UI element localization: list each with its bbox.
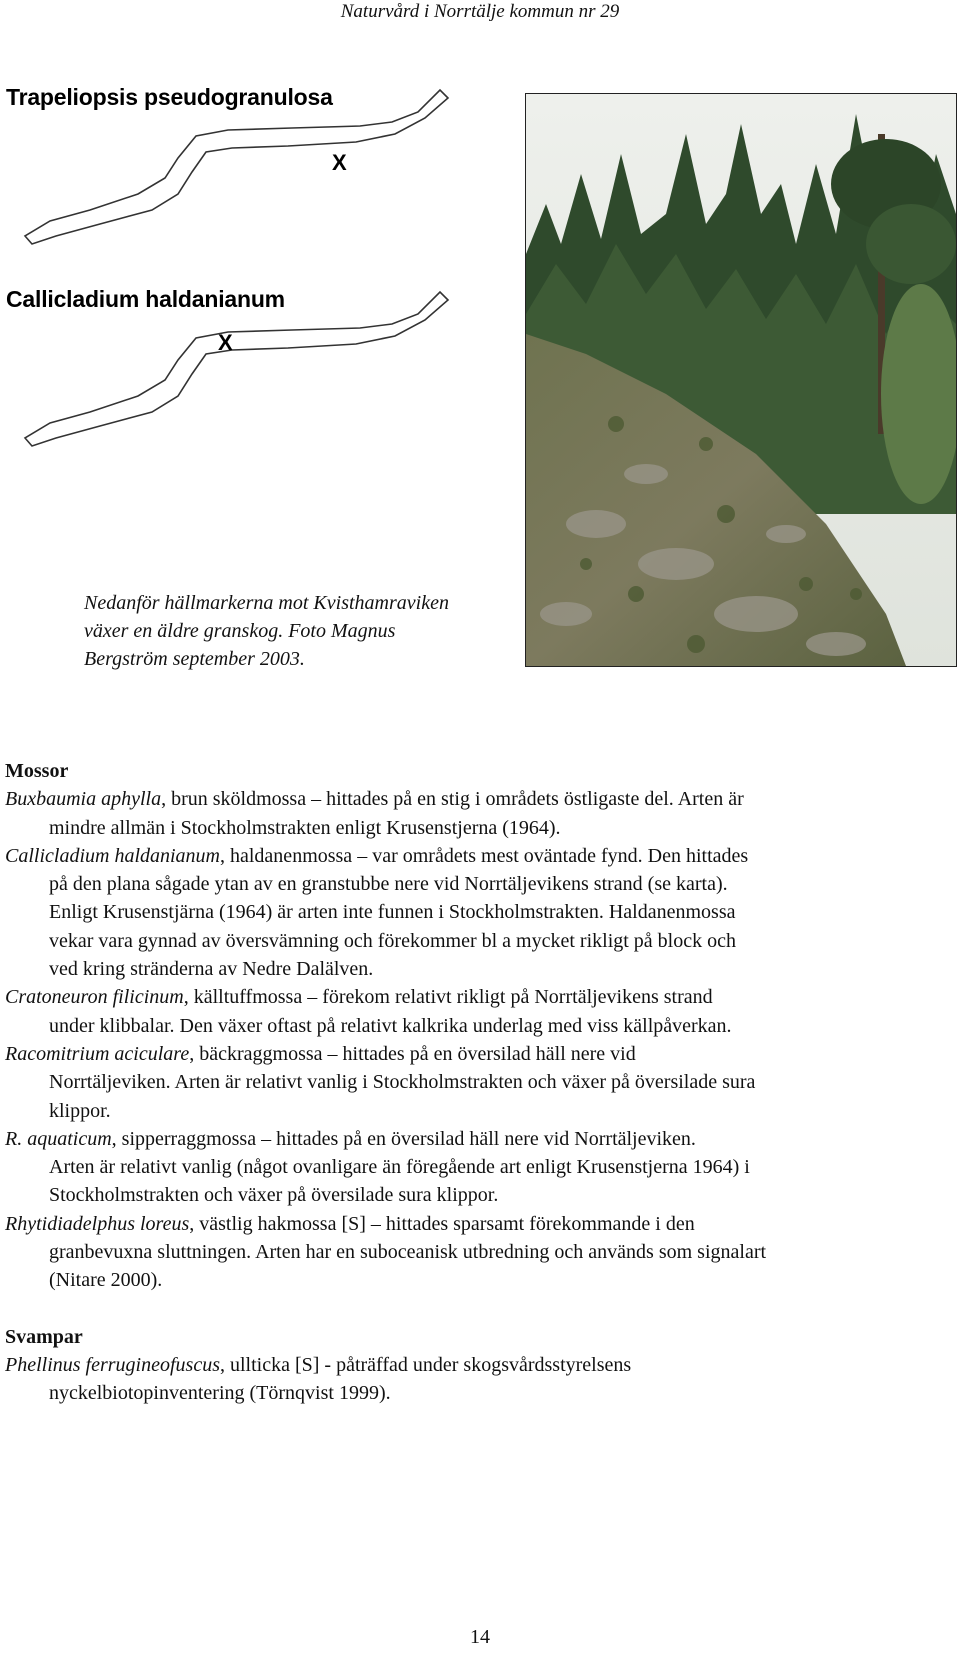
- map-outline: [25, 292, 448, 446]
- species-entry: [5, 1040, 955, 1125]
- caption-line: växer en äldre granskog. Foto Magnus: [84, 620, 396, 642]
- species-entry: [5, 983, 955, 1040]
- entry-line: mindre allmän i Stockholmstrakten enligt Krusenstjerna (1964).: [49, 816, 561, 839]
- entry-line: klippor.: [49, 1099, 111, 1122]
- caption-line: Bergström september 2003.: [84, 648, 305, 670]
- entry-line: (Nitare 2000).: [49, 1269, 163, 1292]
- entry-line: Arten är relativt vanlig (något ovanligare än föregående art enligt Krusenstjerna 1964) i: [49, 1156, 750, 1179]
- section-heading-mossor: Mossor: [5, 760, 69, 782]
- entry-line: Norrtäljeviken. Arten är relativt vanlig i Stockholmstrakten och växer på översilade sura: [49, 1071, 756, 1094]
- species-name: Racomitrium aciculare: [5, 1042, 190, 1065]
- species-name: Phellinus ferrugineofuscus: [5, 1353, 220, 1376]
- entry-line: vekar vara gynnad av översvämning och förekommer bl a mycket rikligt på block och: [49, 929, 736, 952]
- entry-line: Callicladium haldanianum, haldanenmossa – var områdets mest oväntade fynd. Den hittades: [5, 844, 749, 867]
- species-entry: [5, 842, 955, 983]
- species-text: [5, 757, 955, 1408]
- entry-line: Racomitrium aciculare, bäckraggmossa – hittades på en översilad häll nere vid: [5, 1042, 636, 1065]
- map-outline: [25, 90, 448, 244]
- entry-line: Buxbaumia aphylla, brun sköldmossa – hittades på en stig i områdets östligaste del. Arten är: [5, 788, 744, 811]
- species-entry: [5, 785, 955, 842]
- entry-line: Rhytidiadelphus loreus, västlig hakmossa [S] – hittades sparsamt förekommande i den: [5, 1212, 695, 1235]
- entry-line: Stockholmstrakten och växer på översilade sura klippor.: [49, 1184, 499, 1207]
- caption-line: Nedanför hällmarkerna mot Kvisthamraviken: [84, 592, 449, 614]
- species-name: Cratoneuron filicinum: [5, 986, 184, 1009]
- map-marker-x: X: [332, 150, 347, 175]
- page-header: [0, 0, 960, 24]
- photo-caption: [84, 589, 504, 673]
- entry-line: på den plana sågade ytan av en granstubbe nere vid Norrtäljevikens strand (se karta).: [49, 873, 728, 896]
- map-title-trapeliopsis: Trapeliopsis pseudogranulosa: [6, 84, 333, 110]
- species-entry: [5, 1351, 955, 1408]
- entry-line: R. aquaticum, sipperraggmossa – hittades på en översilad häll nere vid Norrtäljeviken.: [5, 1127, 696, 1150]
- section-heading-svampar: Svampar: [5, 1325, 83, 1348]
- header-title: Naturvård i Norrtälje kommun nr 29: [340, 1, 620, 22]
- forest-photo-icon: [526, 94, 956, 666]
- distribution-map-callicladium: [20, 288, 460, 458]
- species-name: Buxbaumia aphylla: [5, 788, 162, 811]
- entry-line: under klibbalar. Den växer oftast på relativt kalkrika underlag med viss källpåverkan.: [49, 1014, 732, 1037]
- species-name: Callicladium haldanianum: [5, 844, 220, 867]
- entry-line: Enligt Krusenstjärna (1964) är arten inte funnen i Stockholmstrakten. Haldanenmossa: [49, 901, 736, 924]
- map-marker-x: X: [218, 330, 233, 355]
- page-number: 14: [470, 1626, 490, 1648]
- entry-line: Phellinus ferrugineofuscus, ullticka [S] - påträffad under skogsvårdsstyrelsens: [5, 1353, 632, 1376]
- entry-line: granbevuxna sluttningen. Arten har en suboceanisk utbredning och används som signalart: [49, 1241, 767, 1264]
- entry-line: Cratoneuron filicinum, källtuffmossa – förekom relativt rikligt på Norrtäljevikens strand: [5, 986, 713, 1009]
- species-entry: [5, 1125, 955, 1210]
- species-name: Rhytidiadelphus loreus: [5, 1212, 190, 1235]
- distribution-map-trapeliopsis: [20, 86, 460, 256]
- map-title-callicladium: Callicladium haldanianum: [6, 286, 285, 312]
- entry-line: ved kring stränderna av Nedre Dalälven.: [49, 958, 374, 981]
- forest-photo: [525, 93, 957, 667]
- species-name: R. aquaticum: [5, 1127, 112, 1150]
- entry-line: nyckelbiotopinventering (Törnqvist 1999).: [49, 1382, 391, 1405]
- section-gap: [5, 1295, 955, 1323]
- species-entry: [5, 1210, 955, 1295]
